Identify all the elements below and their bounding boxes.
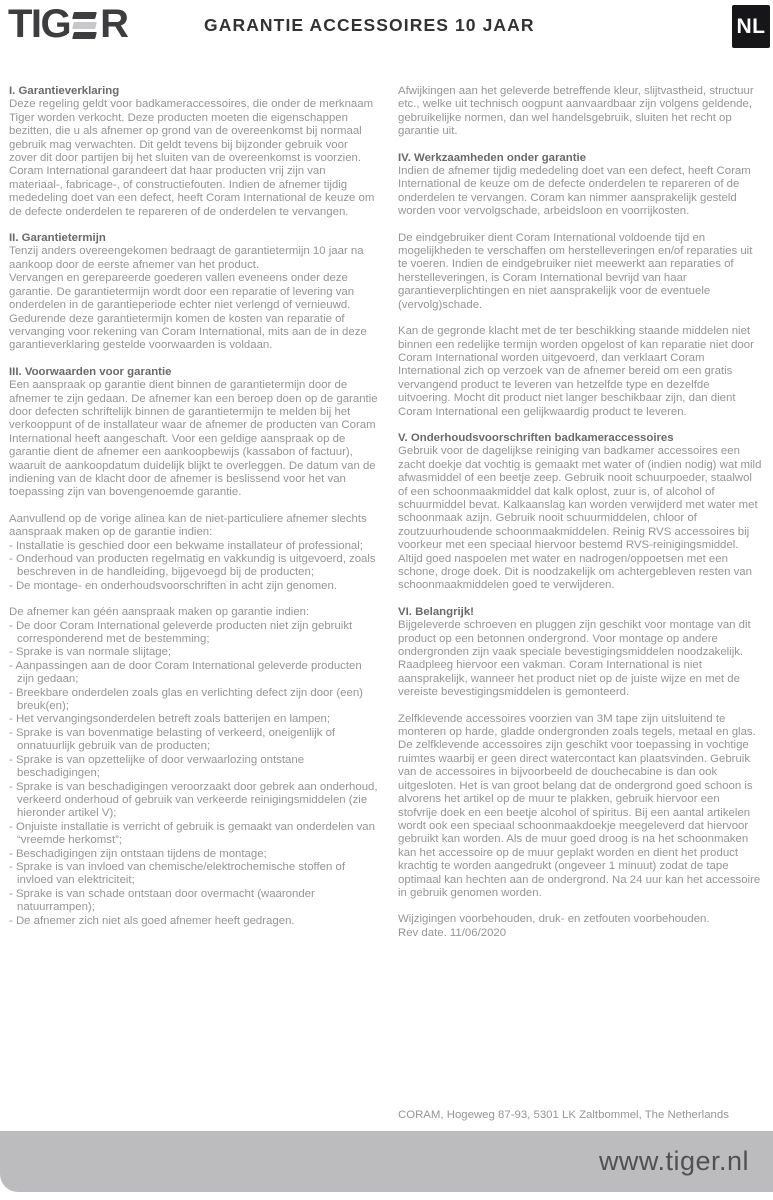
list-item: - Sprake is van beschadigingen veroorzaakt door gebrek aan onderhoud, verkeerd onderhoud of gebruik van verkeerde reinigingsmiddelen (zie hieronder artikel V);	[9, 780, 378, 820]
list-item: - Breekbare onderdelen zoals glas en verlichting defect zijn door (een) breuk(en);	[9, 686, 363, 713]
paragraph: Een aanspraak op garantie dient binnen de garantietermijn door de afnemer te zijn gedaan. De afnemer kan een beroep doen op de garantie door defecten schriftelijk binnen de garantietermijn te melden bij het verkooppunt of de installateur waar de afnemer de producten van Coram International heeft aangeschaft. Voor een geldige aanspraak op de garantie dient de afnemer een aankoopbewijs (kassabon of factuur), waaruit de aankoopdatum duidelijk blijkt te overleggen. De datum van de indiening van de klacht door de afnemer is beslissend voor het van toepassing zijn van bovengenoemde garantie.	[9, 379, 378, 499]
paragraph: Indien de afnemer tijdig mededeling doet van een defect, heeft Coram International de keuze om de defecte onderdelen te repareren of de onderdelen te vervangen. Coram kan nimmer aansprakelijk gesteld worden voor vervolgschade, arbeidsloon en voorrijkosten.	[398, 165, 751, 218]
paragraph: Tenzij anders overeengekomen bedraagt de garantietermijn 10 jaar na aankoop door de eerste afnemer van het product.	[9, 245, 364, 271]
paragraph: Bijgeleverde schroeven en pluggen zijn geschikt voor montage van dit product op een betonnen ondergrond. Voor montage op andere ondergronden zijn vaak speciale bevestigingsmiddelen noodzakelijk. Raadpleeg hiervoor een vakman. Coram International is niet aansprakelijk, wanneer het product niet op de juiste wijze en met de vereiste bevestigingsmiddelen is gemonteerd.	[398, 619, 751, 699]
list-item: - De montage- en onderhoudsvoorschriften in acht zijn genomen.	[9, 579, 337, 592]
list-item: - Beschadigingen zijn ontstaan tijdens de montage;	[9, 847, 267, 860]
section-heading: VI. Belangrijk!	[398, 605, 474, 618]
paragraph: Kan de gegronde klacht met de ter beschikking staande middelen niet binnen een redelijke termijn worden opgelost of kan reparatie niet door Coram International worden uitgevoerd, dan verklaart Coram International zich op verzoek van de afnemer bereid om een gratis vervangend product te leveren van hetzelfde type en dezelfde uitvoering. Mocht dit product niet langer beschikbaar zijn, dan dient Coram International een gelijkwaardig product te leveren.	[398, 325, 754, 418]
list-item: - Onjuiste installatie is verricht of gebruik is gemaakt van onderdelen van “vreemde herkomst”;	[9, 820, 375, 847]
logo-text-right: R	[100, 2, 128, 46]
tiger-logo	[8, 2, 128, 46]
section-heading: V. Onderhoudsvoorschriften badkameraccessoires	[398, 431, 674, 444]
list-item: - Sprake is van invloed van chemische/elektrochemische stoffen of invloed van elektriciteit;	[9, 860, 345, 887]
list-item: - Het vervangingsonderdelen betreft zoals batterijen en lampen;	[9, 713, 331, 726]
paragraph: Zelfklevende accessoires voorzien van 3M tape zijn uitsluitend te monteren op harde, gladde ondergronden zoals tegels, metaal en glas. De zelfklevende accessoires zijn geschikt voor toepassing in vochtige ruimtes waarbij er geen direct watercontact kan plaatsvinden. Gebruik van de accessoires in bijvoorbeeld de douchecabine is dan ook uitgesloten. Het is van groot belang dat de ondergrond goed schoon is alvorens het artikel op de muur te plakken, gebruik hiervoor een stofvrije doek en een beetje alcohol of spiritus. Bij een aantal artikelen wordt ook een speciaal schoonmaakdoekje meegeleverd dat hiervoor gebruikt kan worden. Als de muur goed droog is na het schoonmaken kan het accessoire op de muur geplakt worden en dient het product krachtig te worden aangedrukt (ongeveer 1 minuut) zodat de tape optimaal kan hechten aan de ondergrond. Na 24 uur kan het accessoire in gebruik genomen worden.	[398, 712, 761, 899]
paragraph: Wijzigingen voorbehouden, druk- en zetfouten voorbehouden.	[398, 913, 710, 926]
website-url: www.tiger.nl	[598, 1146, 749, 1176]
section-heading: II. Garantietermijn	[9, 232, 106, 245]
footer-bar	[0, 1131, 773, 1192]
paragraph: De afnemer kan géén aanspraak maken op garantie indien:	[9, 606, 310, 619]
paragraph: Gedurende deze garantietermijn komen de kosten van reparatie of vervanging voor rekening van Coram International, mits aan de in deze garantieverklaring gestelde voorwaarden is voldaan.	[9, 312, 367, 352]
bullet-list	[9, 620, 378, 928]
list-item: - De door Coram International geleverde producten niet zijn gebruikt corresponderend met de bestemming;	[9, 619, 353, 646]
logo-letter-e-icon	[73, 12, 96, 39]
language-badge: NL	[732, 5, 770, 48]
list-item: - Installatie is geschied door een bekwame installateur of professional;	[9, 539, 363, 552]
list-item: - De afnemer zich niet als goed afnemer heeft gedragen.	[9, 914, 295, 927]
list-item: - Sprake is van bovenmatige belasting of verkeerd, oneigenlijk of onnatuurlijk gebruik van de producten;	[9, 726, 336, 753]
company-address: CORAM, Hogeweg 87-93, 5301 LK Zaltbommel, The Netherlands	[398, 1109, 729, 1121]
section-heading: I. Garantieverklaring	[9, 85, 120, 97]
section-heading: III. Voorwaarden voor garantie	[9, 365, 172, 378]
list-item: - Sprake is van schade ontstaan door overmacht (waaronder natuurrampen);	[9, 887, 315, 914]
list-item: - Onderhoud van producten regelmatig en vakkundig is uitgevoerd, zoals beschreven in de handleiding, bijgevoegd bij de producten;	[9, 553, 376, 579]
paragraph: Afwijkingen aan het geleverde betreffende kleur, slijtvastheid, structuur etc., welke uit technisch oogpunt aanvaardbaar zijn volgens geldende, gebruikelijke normen, dan wel handelsgebruik, sluiten het recht op garantie uit.	[398, 85, 754, 138]
page-title: GARANTIE ACCESSOIRES 10 JAAR	[204, 15, 535, 35]
list-item: - Sprake is van normale slijtage;	[9, 646, 172, 659]
paragraph: Vervangen en gerepareerde goederen vallen eveneens onder deze garantie. De garantietermijn wordt door een reparatie of levering van onderdelen in de garantieperiode echter niet verlengd of vernieuwd.	[9, 272, 355, 312]
left-column	[9, 85, 378, 940]
paragraph: Deze regeling geldt voor badkameraccessoires, die onder de merknaam Tiger worden verkocht. Deze producten moeten die eigenschappen bezitten, die u als afnemer op grond van de overeenkomst bij normaal gebruik mag verwachten. Dit geldt tevens bij bijzonder gebruik voor zover dit door partijen bij het sluiten van de overeenkomst is voorzien. Coram International garandeert dat haar producten vrij zijn van materiaal-, fabricage-, of constructiefouten. Indien de afnemer tijdig mededeling doet van een defect, heeft Coram International de keuze om de defecte onderdelen te repareren of de onderdelen te vervangen.	[9, 98, 375, 218]
right-column	[398, 85, 762, 940]
logo-text-left: TIG	[8, 2, 71, 46]
list-item: - Aanpassingen aan de door Coram International geleverde producten zijn gedaan;	[9, 659, 362, 686]
paragraph: Gebruik voor de dagelijkse reiniging van badkamer accessoires een zacht doekje dat vochtig is gemaakt met water of (indien nodig) wat mild afwasmiddel of een beetje zeep. Gebruik nooit schuurpoeder, staalwol of een schoonmaakmiddel dat kalk oplost, zuur is, of alcohol of schuurmiddel bevat. Kalkaanslag kan worden verwijderd met water met schoonmaak azijn. Gebruik nooit schuurmiddelen, chloor of zoutzuurhoudende schoonmaakmiddelen. Reinig RVS accessoires bij voorkeur met een speciaal hiervoor bestemd RVS-reinigingsmiddel. Altijd goed naspoelen met water en nadrogen/oppoetsen met een schone, droge doek. Dit is noodzakelijk om achtergebleven resten van schoonmaakmiddelen goed te verwijderen.	[398, 445, 762, 592]
paragraph: Rev date. 11/06/2020	[398, 926, 507, 939]
bullet-list	[9, 540, 378, 594]
list-item: - Sprake is van opzettelijke of door verwaarlozing ontstane beschadigingen;	[9, 753, 305, 780]
document-body	[9, 85, 762, 940]
paragraph: De eindgebruiker dient Coram International voldoende tijd en mogelijkheden te verschaffen om herstelleveringen en/of reparaties uit te voeren. Indien de eindgebruiker niet meewerkt aan reparaties of herstelleveringen, is Coram International bevrijd van haar garantieverplichtingen en niet aansprakelijk voor de eventuele (vervolg)schade.	[398, 231, 753, 311]
section-heading: IV. Werkzaamheden onder garantie	[398, 151, 587, 164]
paragraph: Aanvullend op de vorige alinea kan de niet-particuliere afnemer slechts aanspraak maken op de garantie indien:	[9, 512, 367, 539]
